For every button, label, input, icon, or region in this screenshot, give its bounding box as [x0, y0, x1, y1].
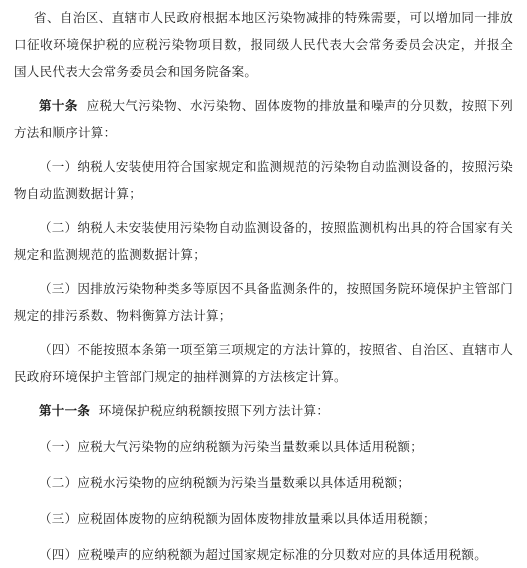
paragraph-text: （一）纳税人安装使用符合国家规定和监测规范的污染物自动监测设备的，按照污染物自动监测数据计算； [14, 159, 513, 201]
article-10-item-1 [14, 153, 513, 207]
paragraph-text: （二）纳税人未安装使用污染物自动监测设备的，按照监测机构出具的符合国家有关规定和监测规范的监测数据计算； [14, 220, 513, 262]
article-11-heading [14, 397, 513, 424]
article-10-heading [14, 92, 513, 146]
paragraph-text: 环境保护税应纳税额按照下列方法计算： [98, 403, 330, 418]
article-10-item-3 [14, 275, 513, 329]
paragraph-text: 应税大气污染物、水污染物、固体废物的排放量和噪声的分贝数，按照下列方法和顺序计算： [14, 98, 514, 140]
paragraph-text: （四）不能按照本条第一项至第三项规定的方法计算的，按照省、自治区、直辖市人民政府环境保护主管部门规定的抽样测算的方法核定计算。 [14, 342, 513, 384]
article-11-item-3 [14, 505, 513, 532]
article-11-item-1 [14, 433, 513, 460]
paragraph-text: （四）应税噪声的应纳税额为超过国家规定标准的分贝数对应的具体适用税额。 [39, 547, 488, 562]
article-10-item-4 [14, 336, 513, 390]
article-10-item-2 [14, 214, 513, 268]
paragraph-text: （三）因排放污染物种类多等原因不具备监测条件的，按照国务院环境保护主管部门规定的排污系数、物料衡算方法计算； [14, 281, 513, 323]
paragraph-text: （二）应税水污染物的应纳税额为污染当量数乘以具体适用税额； [39, 475, 411, 490]
article-11-item-4 [14, 541, 513, 568]
article-number: 第十一条 [39, 403, 91, 418]
paragraph-text: （一）应税大气污染物的应纳税额为污染当量数乘以具体适用税额； [39, 439, 424, 454]
paragraph-text: 省、自治区、直辖市人民政府根据本地区污染物减排的特殊需要，可以增加同一排放口征收环境保护税的应税污染物项目数，报同级人民代表大会常务委员会决定，并报全国人民代表大会常务委员会和国务院备案。 [14, 10, 513, 79]
article-11-item-2 [14, 469, 513, 496]
article-number: 第十条 [39, 98, 78, 113]
paragraph-text: （三）应税固体废物的应纳税额为固体废物排放量乘以具体适用税额； [39, 511, 436, 526]
paragraph-provincial-increase [14, 4, 513, 85]
